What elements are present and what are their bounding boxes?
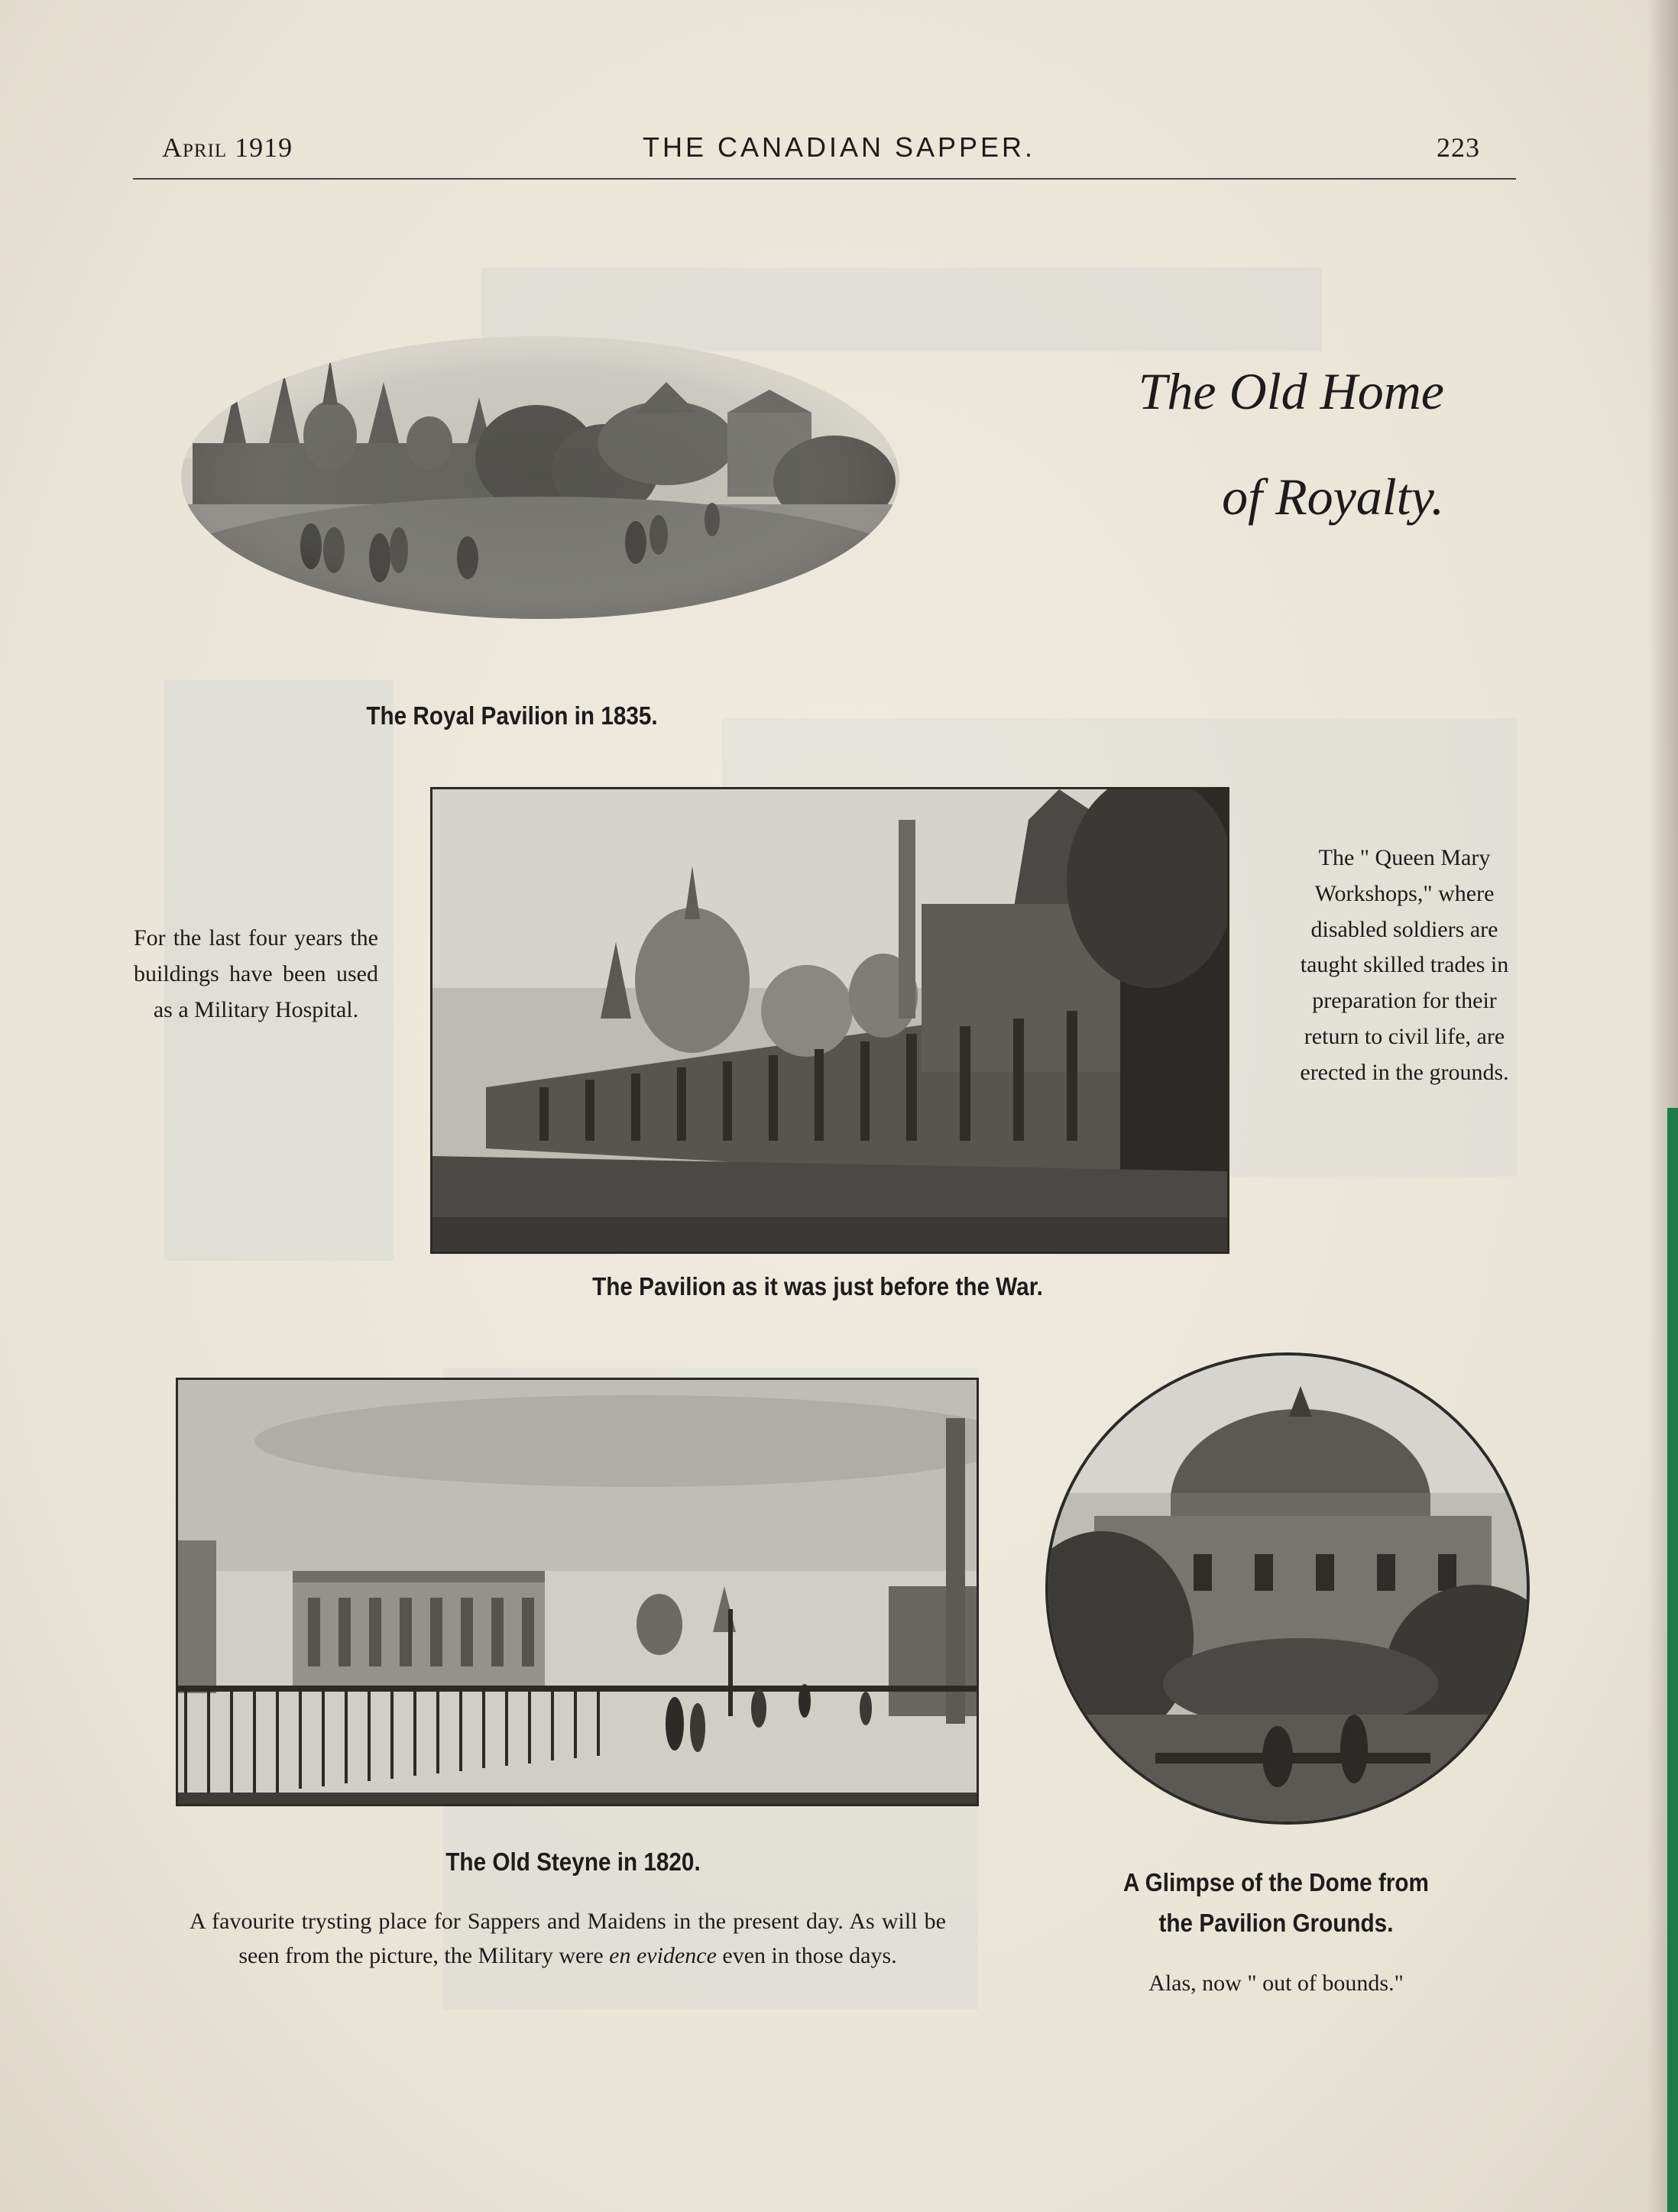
side-text-left: For the last four years the buildings have been used as a Military Hospital. bbox=[134, 925, 378, 1022]
caption-dome-line2: the Pavilion Grounds. bbox=[1158, 1909, 1394, 1937]
old-steyne-1820-engraving bbox=[176, 1378, 979, 1806]
side-text-right: The " Queen Mary Workshops," where disabled soldiers are taught skilled trades in preparation for their return to civil life, are erected in the grounds. bbox=[1300, 845, 1509, 1085]
caption-royal-pavilion-1835: The Royal Pavilion in 1835. bbox=[366, 701, 658, 730]
old-steyne-description bbox=[190, 1904, 946, 1973]
dome-subtext: Alas, now " out of bounds." bbox=[1148, 1971, 1404, 1996]
article-title-line1: The Old Home bbox=[1138, 362, 1444, 420]
caption-pavilion-before-war: The Pavilion as it was just before the War. bbox=[592, 1272, 1043, 1300]
page-number: 223 bbox=[1437, 132, 1480, 163]
publication-title: THE CANADIAN SAPPER. bbox=[642, 131, 1036, 163]
issue-date: April 1919 bbox=[162, 132, 293, 163]
header-rule bbox=[133, 178, 1516, 180]
dome-circular-photo bbox=[1045, 1352, 1530, 1825]
green-binding-tab bbox=[1667, 1108, 1678, 2212]
old-steyne-text-italic: en evidence bbox=[609, 1943, 717, 1968]
caption-old-steyne-1820: The Old Steyne in 1820. bbox=[445, 1848, 701, 1876]
old-steyne-text-1: A favourite trysting place for Sappers and Maidens in the present day. As will be seen from the picture, the Military were bbox=[190, 1909, 946, 1968]
article-title-line2: of Royalty. bbox=[1222, 468, 1444, 526]
old-steyne-text-2: even in those days. bbox=[716, 1943, 897, 1968]
pavilion-before-war-photo bbox=[430, 787, 1229, 1254]
caption-dome-line1: A Glimpse of the Dome from bbox=[1123, 1868, 1429, 1896]
royal-pavilion-1835-engraving bbox=[177, 329, 903, 627]
